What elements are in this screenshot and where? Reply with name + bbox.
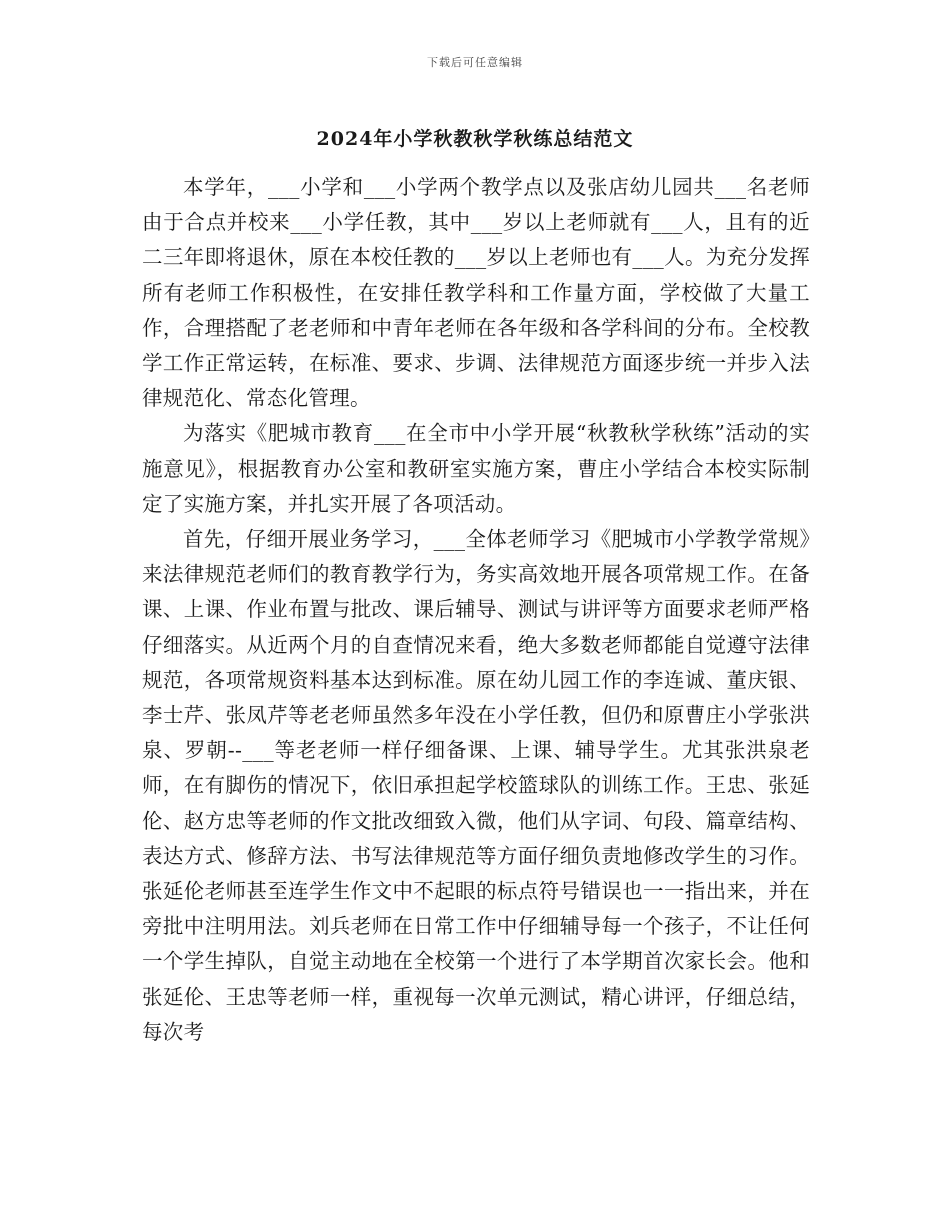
document-body xyxy=(142,170,810,1050)
paragraph-1: 本学年，___小学和___小学两个教学点以及张店幼儿园共___名老师由于合点并校来___小学任教，其中___岁以上老师就有___人，且有的近二三年即将退休，原在本校任教的___岁以上老师也有___人。为充分发挥所有老师工作积极性，在安排任教学科和工作量方面，学校做了大量工作，合理搭配了老老师和中青年老师在各年级和各学科间的分布。全校教学工作正常运转，在标准、要求、步调、法律规范方面逐步统一并步入法律规范化、常态化管理。 xyxy=(142,175,810,411)
header-note: 下载后可任意编辑 xyxy=(427,56,523,69)
paragraph-2: 为落实《肥城市教育___在全市中小学开展“秋教秋学秋练”活动的实施意见》，根据教育办公室和教研室实施方案，曹庄小学结合本校实际制定了实施方案，并扎实开展了各项活动。 xyxy=(142,421,810,516)
document-title: 2024年小学秋教秋学秋练总结范文 xyxy=(316,128,634,150)
paragraph-3: 首先，仔细开展业务学习，___全体老师学习《肥城市小学教学常规》来法律规范老师们的教育教学行为，务实高效地开展各项常规工作。在备课、上课、作业布置与批改、课后辅导、测试与讲评等方面要求老师严格仔细落实。从近两个月的自查情况来看，绝大多数老师都能自觉遵守法律规范，各项常规资料基本达到标准。原在幼儿园工作的李连诚、董庆银、李士芹、张凤芹等老老师虽然多年没在小学任教，但仍和原曹庄小学张洪泉、罗朝--___等老老师一样仔细备课、上课、辅导学生。尤其张洪泉老师，在有脚伤的情况下，依旧承担起学校篮球队的训练工作。王忠、张延伦、赵方忠等老师的作文批改细致入微，他们从字词、句段、篇章结构、表达方式、修辞方法、书写法律规范等方面仔细负责地修改学生的习作。张延伦老师甚至连学生作文中不起眼的标点符号错误也一一指出来，并在旁批中注明用法。刘兵老师在日常工作中仔细辅导每一个孩子，不让任何一个学生掉队，自觉主动地在全校第一个进行了本学期首次家长会。他和张延伦、王忠等老师一样，重视每一次单元测试，精心讲评，仔细总结，每次考 xyxy=(142,527,810,1044)
